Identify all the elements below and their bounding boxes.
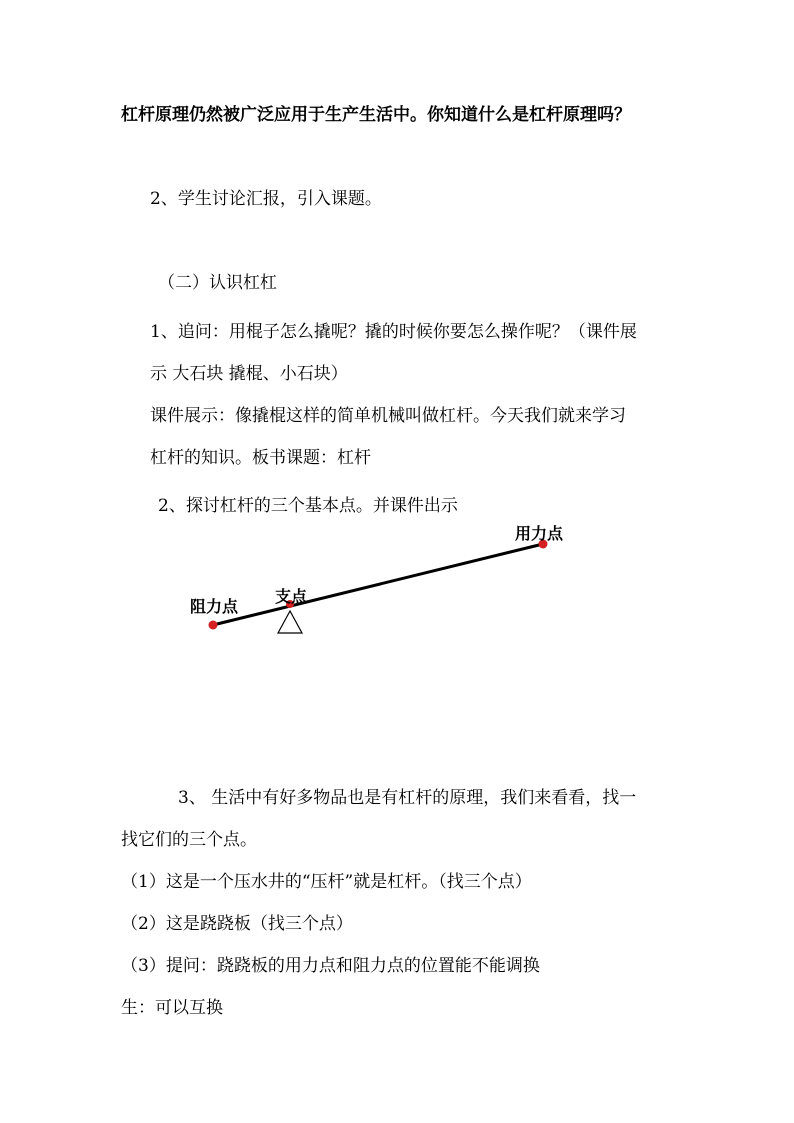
effort-point-label: 用力点 bbox=[515, 524, 564, 543]
step2-paragraph: 2、学生讨论汇报，引入课题。 bbox=[150, 189, 382, 209]
item3: （3）提问：跷跷板的用力点和阻力点的位置能不能调换 bbox=[121, 956, 540, 976]
courseware-line2: 杠杆的知识。板书课题：杠杆 bbox=[150, 448, 371, 468]
question3-line2: 找它们的三个点。 bbox=[121, 830, 257, 850]
item1: （1）这是一个压水井的“压杆”就是杠杆。（找三个点） bbox=[121, 872, 532, 892]
question1-line2: 示 大石块 撬棍、小石块） bbox=[150, 364, 348, 384]
courseware-line1: 课件展示：像撬棍这样的简单机械叫做杠杆。今天我们就来学习 bbox=[150, 406, 626, 426]
fulcrum-triangle bbox=[278, 611, 302, 633]
intro-paragraph: 杠杆原理仍然被广泛应用于生产生活中。你知道什么是杠杆原理吗？ bbox=[121, 105, 631, 125]
resistance-point-dot bbox=[209, 621, 218, 630]
answer-line: 生：可以互换 bbox=[121, 998, 223, 1018]
resistance-point-label: 阻力点 bbox=[190, 597, 239, 616]
lever-bar bbox=[213, 544, 543, 625]
question3-line1: 3、 生活中有好多物品也是有杠杆的原理，我们来看看，找一 bbox=[178, 788, 637, 808]
item2: （2）这是跷跷板（找三个点） bbox=[121, 914, 353, 934]
section-heading: （二）认识杠杠 bbox=[158, 273, 277, 293]
question2-line: 2、探讨杠杆的三个基本点。并课件出示 bbox=[158, 496, 458, 516]
fulcrum-label: 支点 bbox=[275, 587, 308, 606]
question1-line1: 1、追问：用棍子怎么撬呢？撬的时候你要怎么操作呢？（课件展 bbox=[150, 322, 637, 342]
